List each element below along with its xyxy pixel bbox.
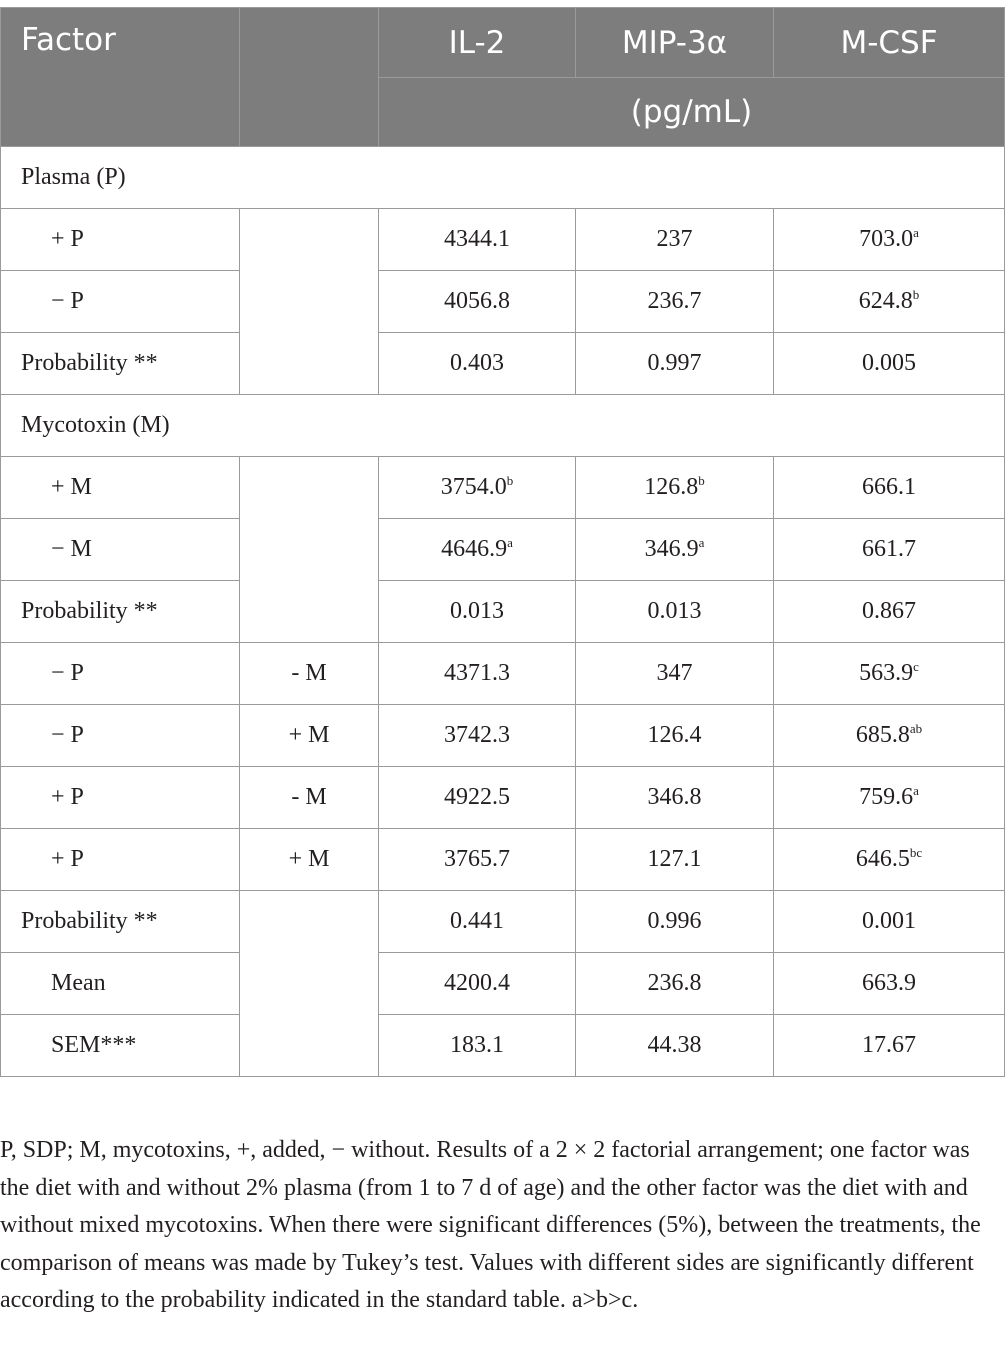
table-row — [1, 829, 1005, 891]
row-sub-label: - M — [240, 643, 379, 705]
table-row — [1, 1015, 1005, 1077]
cell-il2: 4056.8 — [379, 271, 576, 333]
cell-il2: 3754.0$^b$ — [379, 457, 576, 519]
row-sub-label — [240, 457, 379, 643]
cell-il2: 4344.1 — [379, 209, 576, 271]
cell-mip3a: 44.38 — [576, 1015, 774, 1077]
cell-mip3a: 127.1 — [576, 829, 774, 891]
cell-il2: 183.1 — [379, 1015, 576, 1077]
cell-mcsf: 685.8$^{ab}$ — [774, 705, 1005, 767]
header-unit: (pg/mL) — [379, 78, 1005, 147]
table-footnote: P, SDP; M, mycotoxins, +, added, − without. Results of a 2 × 2 factorial arrangement; one factor was the diet with and without 2% plasma (from 1 to 7 d of age) and the other factor was the diet with and without mixed mycotoxins. When there were significant differences (5%), between the treatments, the comparison of means was made by Tukey’s test. Values with different sides are significantly different according to the probability indicated in the standard table. a>b>c. — [0, 1137, 981, 1313]
header-mip3a: MIP-3α — [576, 8, 774, 78]
cell-il2: 4646.9$^a$ — [379, 519, 576, 581]
cell-mip3a: 236.7 — [576, 271, 774, 333]
row-label: − M — [1, 519, 240, 581]
row-label: − P — [1, 271, 240, 333]
cell-mip3a: 0.997 — [576, 333, 774, 395]
cell-mip3a: 0.996 — [576, 891, 774, 953]
cell-mcsf: 646.5$^{bc}$ — [774, 829, 1005, 891]
table-row — [1, 147, 1005, 209]
cell-mcsf: 759.6$^a$ — [774, 767, 1005, 829]
cell-mcsf: 0.867 — [774, 581, 1005, 643]
table-header — [1, 8, 1005, 147]
table-row — [1, 395, 1005, 457]
table-row — [1, 767, 1005, 829]
results-table — [0, 7, 1005, 1077]
row-label: + P — [1, 767, 240, 829]
cell-il2: 4922.5 — [379, 767, 576, 829]
table-row — [1, 891, 1005, 953]
cell-il2: 0.013 — [379, 581, 576, 643]
header-blank — [240, 8, 379, 147]
row-label: Probability ** — [1, 581, 240, 643]
table-row — [1, 457, 1005, 519]
row-label: + P — [1, 209, 240, 271]
row-label: − P — [1, 643, 240, 705]
cell-mip3a: 236.8 — [576, 953, 774, 1015]
row-label: SEM*** — [1, 1015, 240, 1077]
row-label: Mean — [1, 953, 240, 1015]
cell-mcsf: 624.8$^b$ — [774, 271, 1005, 333]
table-row — [1, 643, 1005, 705]
row-label: Probability ** — [1, 333, 240, 395]
table-row — [1, 953, 1005, 1015]
cell-mcsf: 0.001 — [774, 891, 1005, 953]
header-il2: IL-2 — [379, 8, 576, 78]
section-label: Plasma (P) — [1, 147, 1005, 209]
table-row — [1, 271, 1005, 333]
table-row — [1, 581, 1005, 643]
cell-il2: 4200.4 — [379, 953, 576, 1015]
cell-mcsf: 703.0$^a$ — [774, 209, 1005, 271]
cell-mip3a: 346.9$^a$ — [576, 519, 774, 581]
cell-mip3a: 346.8 — [576, 767, 774, 829]
table-row — [1, 705, 1005, 767]
cell-mcsf: 661.7 — [774, 519, 1005, 581]
row-label: + P — [1, 829, 240, 891]
cell-mcsf: 563.9$^c$ — [774, 643, 1005, 705]
row-sub-label: + M — [240, 829, 379, 891]
header-factor: Factor — [1, 8, 240, 147]
row-sub-label — [240, 209, 379, 395]
cell-il2: 3765.7 — [379, 829, 576, 891]
row-sub-label: - M — [240, 767, 379, 829]
cell-mip3a: 126.8$^b$ — [576, 457, 774, 519]
table-row — [1, 333, 1005, 395]
cell-mip3a: 347 — [576, 643, 774, 705]
table-body — [1, 147, 1005, 1077]
row-label: Probability ** — [1, 891, 240, 953]
cell-il2: 4371.3 — [379, 643, 576, 705]
table-row — [1, 519, 1005, 581]
cell-mcsf: 17.67 — [774, 1015, 1005, 1077]
cell-mcsf: 0.005 — [774, 333, 1005, 395]
table-row — [1, 209, 1005, 271]
cell-mip3a: 0.013 — [576, 581, 774, 643]
section-label: Mycotoxin (M) — [1, 395, 1005, 457]
cell-il2: 0.441 — [379, 891, 576, 953]
row-sub-label — [240, 891, 379, 1077]
cell-mcsf: 666.1 — [774, 457, 1005, 519]
cell-mip3a: 237 — [576, 209, 774, 271]
cell-il2: 3742.3 — [379, 705, 576, 767]
row-label: − P — [1, 705, 240, 767]
header-mcsf: M-CSF — [774, 8, 1005, 78]
cell-il2: 0.403 — [379, 333, 576, 395]
row-label: + M — [1, 457, 240, 519]
cell-mcsf: 663.9 — [774, 953, 1005, 1015]
cell-mip3a: 126.4 — [576, 705, 774, 767]
row-sub-label: + M — [240, 705, 379, 767]
